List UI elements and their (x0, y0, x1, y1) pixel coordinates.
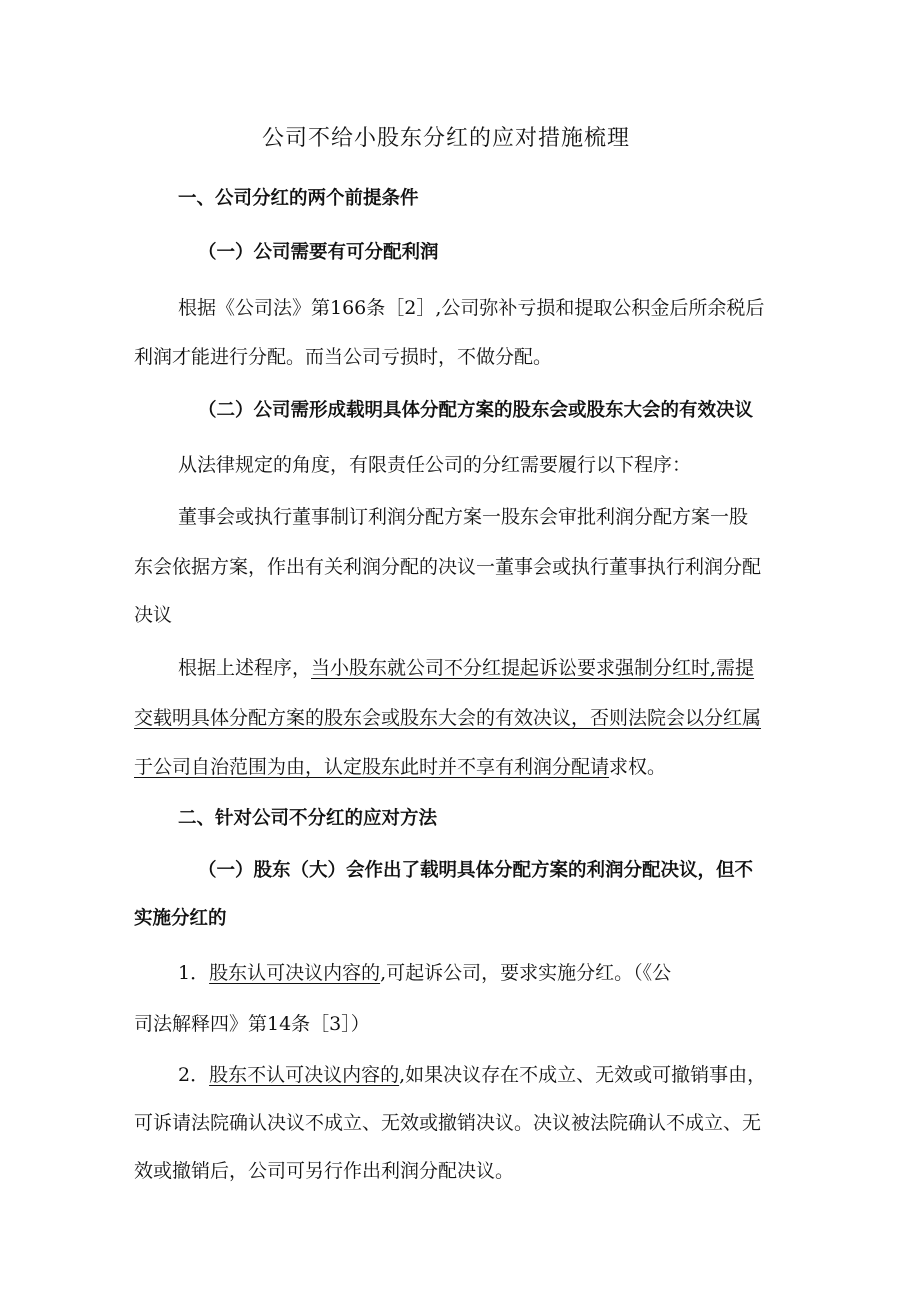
section-1-heading: 一、公司分红的两个前提条件 (178, 188, 419, 209)
paragraph-line: 效或撤销后，公司可另行作出利润分配决议。 (134, 1160, 515, 1182)
paragraph-line: 东会依据方案，作出有关利润分配的决议一董事会或执行董事执行利润分配 (134, 556, 762, 578)
list-item (178, 1062, 766, 1088)
paragraph-line: 决议 (134, 604, 173, 626)
page-title: 公司不给小股东分红的应对措施梳理 (262, 126, 631, 151)
list-number: 1． (178, 962, 210, 984)
section-2-sub-1-heading-cont: 实施分红的 (134, 908, 227, 929)
section-2-heading: 二、针对公司不分红的应对方法 (178, 808, 438, 829)
paragraph-line: 利润才能进行分配。而当公司亏损时，不做分配。 (134, 346, 553, 368)
paragraph-line: 根据《公司法》第166条［2］,公司弥补亏损和提取公积金后所余税后 (178, 297, 765, 319)
underlined-text: 当小股东就公司不分红提起诉讼要求强制分红时,需提 (311, 657, 755, 679)
section-1-sub-1-heading: （一）公司需要有可分配利润 (198, 242, 439, 263)
paragraph-text: ,可起诉公司，要求实施分红。（《公 (380, 962, 672, 984)
paragraph-text: ,如果决议存在不成立、无效或可撤销事由， (399, 1064, 767, 1086)
underlined-text: 股东认可决议内容的 (209, 962, 381, 984)
underlined-paragraph-line: 交载明具体分配方案的股东会或股东大会的有效决议，否则法院会以分红属 (134, 707, 762, 729)
section-1-sub-2-heading: （二）公司需形成载明具体分配方案的股东会或股东大会的有效决议 (198, 400, 754, 421)
paragraph-text: 根据上述程序， (178, 657, 312, 679)
paragraph-line: 可诉请法院确认决议不成立、无效或撤销决议。决议被法院确认不成立、无 (134, 1112, 762, 1134)
paragraph-line: 司法解释四》第14条［3］） (134, 1013, 370, 1035)
underlined-text: 于公司自治范围为由，认定股东此时并不享有利润分配请 (134, 756, 610, 778)
paragraph-line: 从法律规定的角度，有限责任公司的分红需要履行以下程序： (178, 454, 692, 476)
section-2-sub-1-heading: （一）股东（大）会作出了载明具体分配方案的利润分配决议，但不 (198, 860, 754, 881)
list-item (178, 960, 671, 986)
paragraph-line (178, 655, 754, 681)
paragraph-line: 董事会或执行董事制订利润分配方案一股东会审批利润分配方案一股 (178, 506, 749, 528)
paragraph-text: 求权。 (609, 756, 667, 778)
paragraph-line (134, 754, 666, 780)
underlined-text: 股东不认可决议内容的 (209, 1064, 400, 1086)
list-number: 2． (178, 1064, 210, 1086)
